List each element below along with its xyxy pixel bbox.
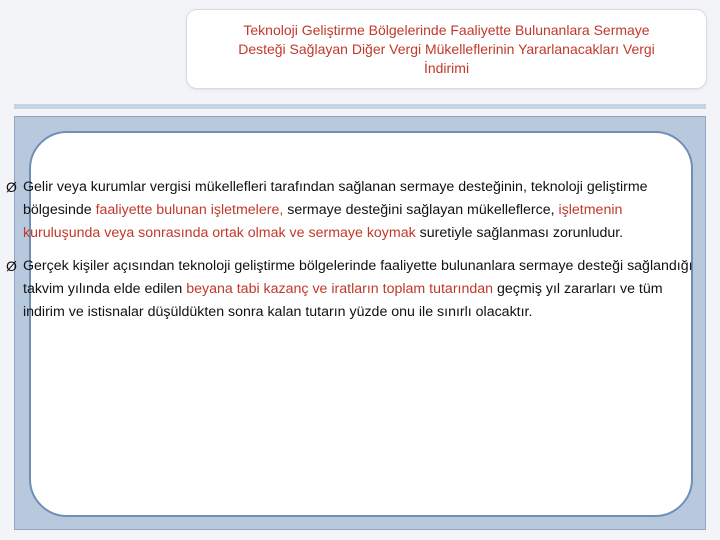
title-line-2: Desteği Sağlayan Diğer Vergi Mükelleflerinin Yararlanacakları Vergi [238,40,655,57]
title-line-1: Teknoloji Geliştirme Bölgelerinde Faaliyette Bulunanlara Sermaye [243,21,650,38]
slide-title [187,10,706,88]
title-line-3: İndirimi [423,59,470,76]
bullet-2-text-b: geçmiş yıl zararları ve tüm indirim ve istisnalar düşüldükten sonra kalan tutarın yüzde onu ile sınırlı olacaktır. [23,281,663,320]
bullet-item-1 [6,176,696,245]
bullet-2-text-a: Gerçek kişiler açısından teknoloji geliştirme bölgelerinde faaliyette bulunanlara sermaye desteği sağlandığı takvim yılında elde edilen [23,258,693,297]
arrow-bullet-icon: Ø [6,258,17,274]
arrow-bullet-icon: Ø [6,179,17,195]
bullet-2-highlight: beyana tabi kazanç ve iratların toplam tutarından [186,281,494,297]
bullet-1-text-c: suretiyle sağlanması zorunludur. [415,225,624,241]
bullet-list [6,176,696,334]
bullet-item-2 [6,255,696,324]
bullet-1-text-b: sermaye desteğini sağlayan mükelleflerce, [283,202,559,218]
divider-bar [14,104,706,109]
bullet-1-highlight-a: faaliyette bulunan işletmelere, [95,202,284,218]
bullet-1-highlight-b: işletmenin kuruluşunda veya sonrasında ortak olmak ve sermaye koymak [23,202,623,241]
bullet-1-text-a: Gelir veya kurumlar vergisi mükellefleri tarafından sağlanan sermaye desteğinin, teknoloji geliştirme bölgesinde [23,179,648,218]
